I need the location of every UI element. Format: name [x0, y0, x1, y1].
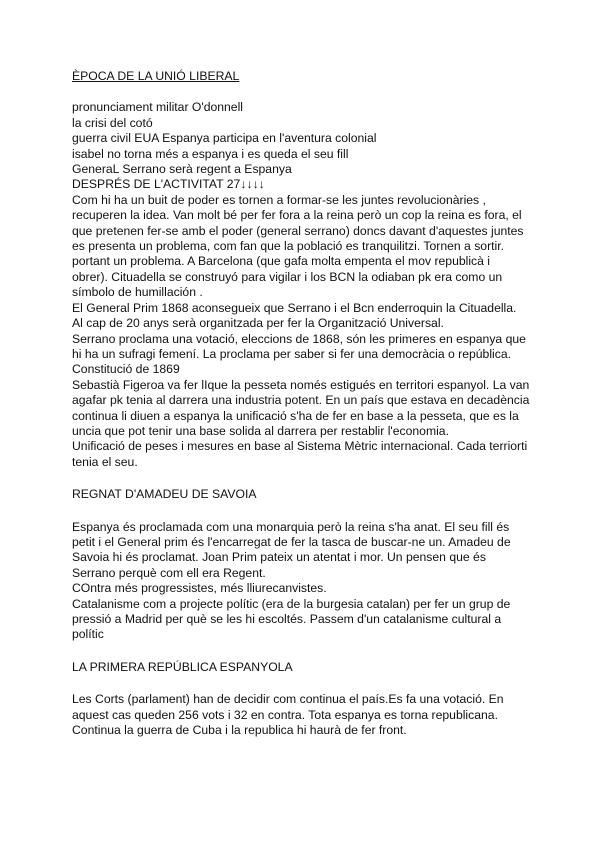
section-body-unio-liberal — [72, 100, 532, 470]
section-body-primera-republica — [72, 692, 532, 738]
text-line: recuperen la idea. Van molt bé per fer fora a la reina però un cop la reina es fora, el — [72, 208, 522, 223]
text-line: continua li diuen a espanya la unificació s'ha de fer en base a la pesseta, que es la — [72, 408, 519, 423]
text-line: isabel no torna més a espanya i es queda el seu fill — [72, 146, 349, 161]
text-line: Les Corts (parlament) han de decidir com continua el país.Es fa una votació. En — [72, 692, 504, 707]
text-line: Com hi ha un buit de poder es tornen a formar-se les juntes revolucionàries , — [72, 192, 486, 207]
text-line: pronunciament militar O'donnell — [72, 100, 244, 115]
text-line: petit i el General prim és l'encarregat de fer la tasca de buscar-ne un. Amadeu de — [72, 534, 511, 549]
text-line: guerra civil EUA Espanya participa en l'aventura colonial — [72, 131, 377, 146]
text-line: uncia que pot tenir una base solida al darrera per restablir l'economia. — [72, 423, 449, 438]
text-line: Sebastià Figeroa va fer lIque la pesseta només estigués en territori espanyol. La van — [72, 377, 530, 392]
text-line: obrer). Cituadella se construyó para vigilar i los BCN la odiaban pk era como un — [72, 269, 503, 284]
text-line: portant un problema. A Barcelona (que gafa molta empenta el mov republicà i — [72, 254, 491, 269]
text-line: pressió a Madrid per què se les hi escoltés. Passem d'un catalanisme cultural a — [72, 612, 502, 626]
text-line: que pretenen fer-se amb el poder (general serrano) doncs davant d'aquestes juntes — [72, 223, 524, 238]
text-line: El General Prim 1868 aconsegueix que Serrano i el Bcn enderroquin la Cituadella. — [72, 300, 517, 315]
text-line: Al cap de 20 anys serà organitzada per fer la Organització Universal. — [72, 316, 444, 331]
text-line: hi ha un sufragi femení. La proclama per saber si fer una democràcia o república. — [72, 346, 511, 361]
paragraph-gap — [72, 675, 532, 692]
text-line: aquest cas queden 256 vots i 32 en contra. Tota espanya es torna republicana. — [72, 707, 498, 722]
section-title-unio-liberal: ÈPOCA DE LA UNIÓ LIBERAL — [72, 69, 240, 83]
text-line: Serrano perquè com ell era Regent. — [72, 565, 266, 580]
text-line: Continua la guerra de Cuba i la republica hi haurà de fer front. — [72, 723, 407, 738]
text-line: polític — [72, 627, 104, 642]
section-title-primera-republica: LA PRIMERA REPÚBLICA ESPANYOLA — [72, 659, 293, 674]
text-line: GeneraL Serrano serà regent a Espanya — [72, 162, 292, 177]
text-line: es presenta un problema, com fan que la població es tranquilitzi. Tornen a sortir. — [72, 239, 504, 254]
text-line: la crisi del cotó — [72, 115, 153, 130]
text-line: DESPRÉS DE L'ACTIVITAT 27↓↓↓↓ — [72, 177, 265, 192]
section-body-amadeu-savoia — [72, 520, 532, 643]
section-title-amadeu-savoia: REGNAT D'AMADEU DE SAVOIA — [72, 487, 257, 502]
text-line: Serrano proclama una votació, eleccions de 1868, són les primeres en espanya que — [72, 331, 526, 346]
text-line: COntra més progressistes, més lliurecanvistes. — [72, 581, 327, 596]
text-line: Savoia hi és proclamat. Joan Prim pateix un atentat i mor. Un pensen que és — [72, 550, 486, 565]
paragraph-gap — [72, 503, 532, 520]
text-line: Unificació de peses i mesures en base al Sistema Mètric internacional. Cada terriorti — [72, 439, 528, 454]
text-line: símbolo de humillación . — [72, 285, 203, 300]
document-body — [72, 69, 532, 738]
paragraph-gap — [72, 470, 532, 487]
paragraph-gap — [72, 643, 532, 660]
text-line: tenia el seu. — [72, 454, 138, 469]
text-line: Catalanisme com a projecte polític (era de la burgesia catalan) per fer un grup de — [72, 596, 511, 611]
text-line: agafar pk tenia al darrera una industria potent. En un país que estava en decadència — [72, 393, 530, 408]
text-line: Espanya és proclamada com una monarquia però la reina s'ha anat. El seu fill és — [72, 519, 510, 534]
text-line: Constitució de 1869 — [72, 362, 180, 377]
